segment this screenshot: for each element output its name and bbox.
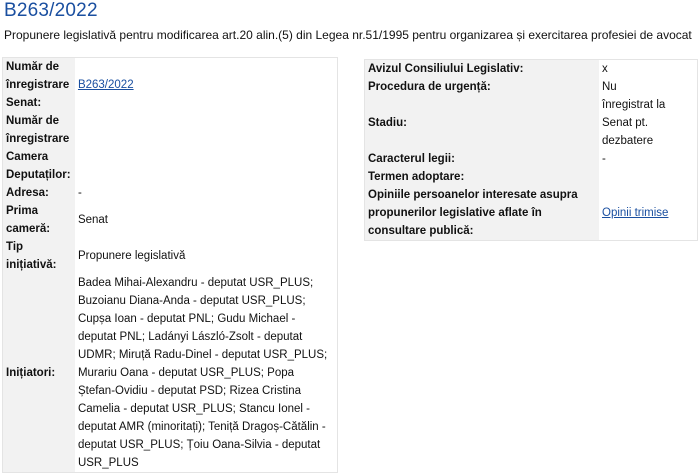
stadiu-label: Stadiu: <box>365 96 600 150</box>
aviz-value: x <box>599 60 698 79</box>
row-caracter <box>365 150 698 168</box>
initiatori-value: Badea Mihai-Alexandru - deputat USR_PLUS; Buzoianu Diana-Anda - deputat USR_PLUS; Cupșa Ioan - deputat PNL; Gudu Michael - deputat PNL; Ladányi László-Zsolt - deputat UDMR; Miruță Radu-Dinel - deputat USR_PLUS; Murariu Oana - deputat USR_PLUS; Popa Ștefan-Ovidiu - deputat PSD; Rizea Cristina Camelia - deputat USR_PLUS; Stancu Ionel - deputat AMR (minoritați); Teniță Dragoș-Cătălin - deputat USR_PLUS; Țoiu Oana-Silvia - deputat USR_PLUS <box>75 274 338 473</box>
row-initiatori <box>3 274 338 473</box>
row-prima-camera <box>3 202 338 238</box>
termen-label: Termen adoptare: <box>365 168 600 186</box>
caracter-label: Caracterul legii: <box>365 150 600 168</box>
opinii-value-cell <box>599 186 698 241</box>
row-opinii <box>365 186 698 241</box>
row-termen <box>365 168 698 186</box>
initiatori-label: Inițiatori: <box>3 274 75 473</box>
row-nr-senat <box>3 58 338 113</box>
page-subtitle: Propunere legislativă pentru modificarea art.20 alin.(5) din Legea nr.51/1995 pentru organizarea și exercitarea profesiei de avocat <box>4 28 692 42</box>
prima-camera-label: Prima cameră: <box>3 202 75 238</box>
nr-camera-value <box>75 112 338 184</box>
stadiu-value: înregistrat la Senat pt. dezbatere <box>599 96 698 150</box>
opinii-label: Opiniile persoanelor interesate asupra propunerilor legislative aflate în consultare publică: <box>365 186 600 241</box>
nr-senat-link[interactable]: B263/2022 <box>77 79 134 91</box>
prima-camera-value: Senat <box>75 202 338 238</box>
opinii-trimise-link[interactable]: Opinii trimise <box>602 207 669 219</box>
aviz-label: Avizul Consiliului Legislativ: <box>365 60 600 79</box>
nr-senat-label: Număr de înregistrare Senat: <box>3 58 75 113</box>
row-aviz <box>365 60 698 79</box>
termen-value <box>599 168 698 186</box>
page-title: B263/2022 <box>4 0 98 21</box>
urgenta-value: Nu <box>599 78 698 96</box>
urgenta-label: Procedura de urgență: <box>365 78 600 96</box>
row-tip-initiativa <box>3 238 338 274</box>
adresa-label: Adresa: <box>3 184 75 202</box>
details-table <box>2 57 338 473</box>
row-nr-camera <box>3 112 338 184</box>
row-stadiu <box>365 96 698 150</box>
tip-initiativa-value: Propunere legislativă <box>75 238 338 274</box>
status-table <box>364 59 698 241</box>
adresa-value: - <box>75 184 338 202</box>
nr-camera-label: Număr de înregistrare Camera Deputaților: <box>3 112 75 184</box>
row-urgenta <box>365 78 698 96</box>
caracter-value: - <box>599 150 698 168</box>
row-adresa <box>3 184 338 202</box>
tip-initiativa-label: Tip inițiativă: <box>3 238 75 274</box>
nr-senat-value-cell <box>75 58 338 113</box>
